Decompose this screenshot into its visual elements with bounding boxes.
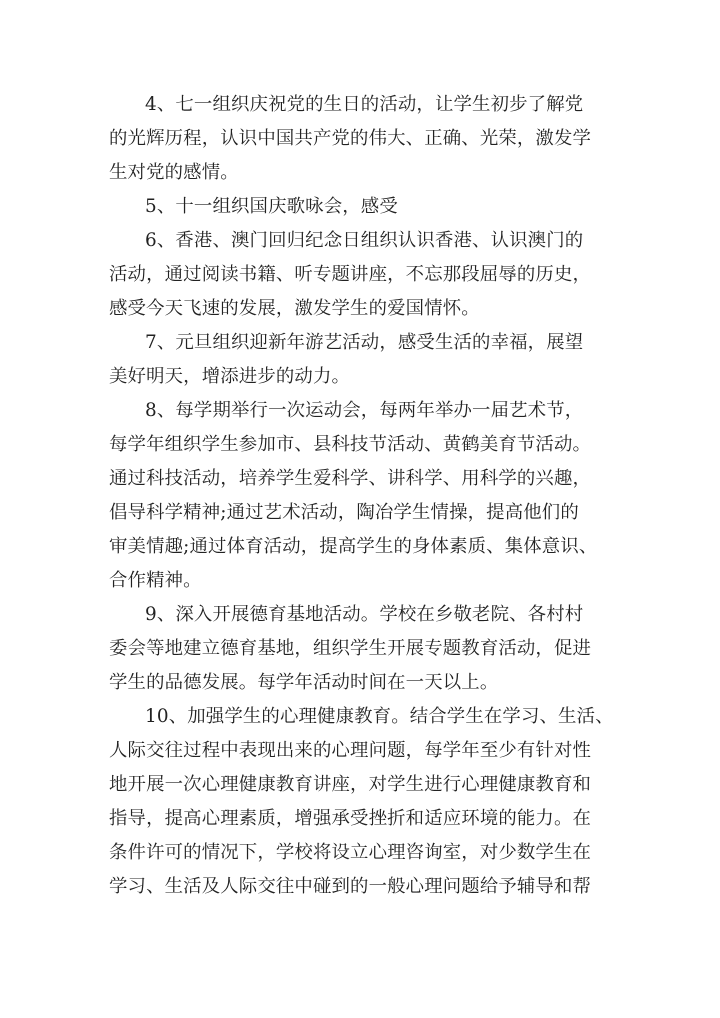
paragraph-6-line-2: 活动，通过阅读书籍、听专题讲座，不忘那段屈辱的历史， [109, 264, 592, 285]
paragraph-4-line-1: 4、七一组织庆祝党的生日的活动，让学生初步了解党 [145, 94, 584, 115]
paragraph-10-line-2: 人际交往过程中表现出来的心理问题，每学年至少有针对性 [109, 740, 592, 761]
paragraph-6-line-3: 感受今天飞速的发展，激发学生的爱国情怀。 [109, 298, 480, 319]
paragraph-10-line-6: 学习、生活及人际交往中碰到的一般心理问题给予辅导和帮 [109, 876, 592, 897]
paragraph-8-line-3: 通过科技活动，培养学生爱科学、讲科学、用科学的兴趣， [109, 468, 592, 489]
paragraph-10-line-4: 指导，提高心理素质，增强承受挫折和适应环境的能力。在 [109, 808, 592, 829]
paragraph-8-line-4: 倡导科学精神;通过艺术活动，陶冶学生情操，提高他们的 [109, 502, 579, 523]
paragraph-7-line-2: 美好明天，增添进步的动力。 [109, 366, 351, 387]
paragraph-4-line-3: 生对党的感情。 [109, 162, 239, 183]
paragraph-4-line-2: 的光辉历程，认识中国共产党的伟大、正确、光荣，激发学 [109, 128, 592, 149]
paragraph-8-line-1: 8、每学期举行一次运动会，每两年举办一届艺术节， [145, 400, 584, 421]
paragraph-8-line-5: 审美情趣;通过体育活动，提高学生的身体素质、集体意识、 [109, 536, 598, 557]
paragraph-10-line-5: 条件许可的情况下，学校将设立心理咨询室，对少数学生在 [109, 842, 592, 863]
paragraph-10-line-1: 10、加强学生的心理健康教育。结合学生在学习、生活、 [145, 706, 614, 727]
paragraph-6-line-1: 6、香港、澳门回归纪念日组织认识香港、认识澳门的 [145, 230, 584, 251]
paragraph-10-line-3: 地开展一次心理健康教育讲座，对学生进行心理健康教育和 [109, 774, 592, 795]
paragraph-8-line-2: 每学年组织学生参加市、县科技节活动、黄鹤美育节活动。 [109, 434, 592, 455]
paragraph-7-line-1: 7、元旦组织迎新年游艺活动，感受生活的幸福，展望 [145, 332, 584, 353]
paragraph-5-line-1: 5、十一组织国庆歌咏会，感受 [145, 196, 398, 217]
paragraph-9-line-1: 9、深入开展德育基地活动。学校在乡敬老院、各村村 [145, 604, 584, 625]
paragraph-9-line-2: 委会等地建立德育基地，组织学生开展专题教育活动，促进 [109, 638, 592, 659]
paragraph-9-line-3: 学生的品德发展。每学年活动时间在一天以上。 [109, 672, 499, 693]
paragraph-8-line-6: 合作精神。 [109, 570, 202, 591]
